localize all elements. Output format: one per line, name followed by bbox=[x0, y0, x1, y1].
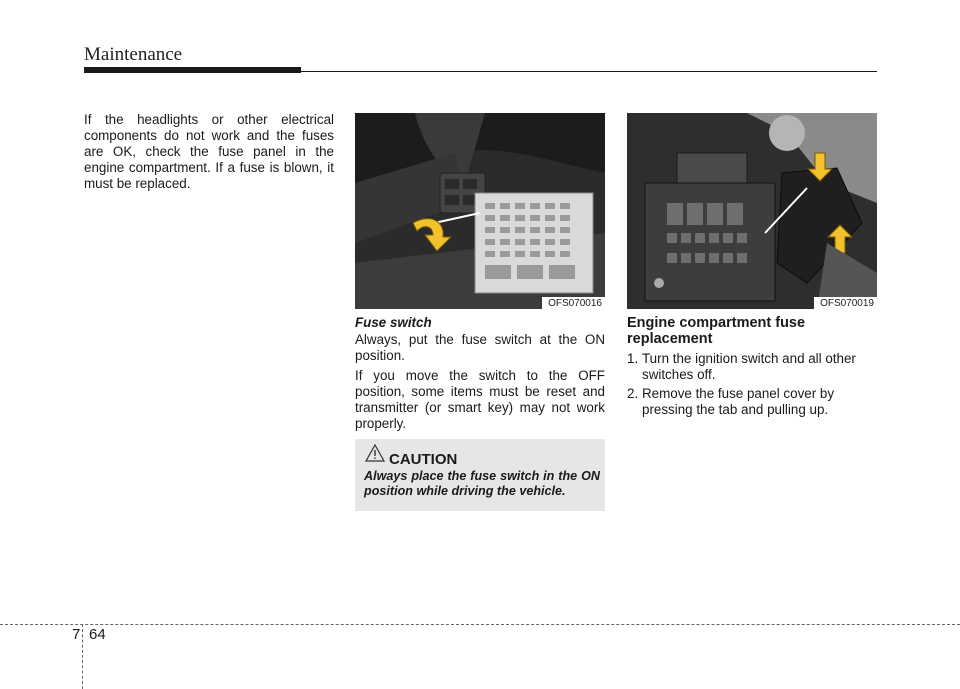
interior-fuse-panel-photo bbox=[355, 113, 605, 309]
footer-rule bbox=[0, 624, 960, 625]
list-item bbox=[627, 386, 877, 418]
caution-text: Always place the fuse switch in the ON position while driving the vehicle. bbox=[364, 469, 600, 498]
caution-box bbox=[355, 439, 605, 511]
fuse-switch-heading: Fuse switch bbox=[355, 315, 432, 330]
header-rule bbox=[301, 71, 877, 72]
engine-compartment-photo bbox=[627, 113, 877, 309]
step-number: 1. bbox=[627, 351, 639, 366]
step-text: Turn the ignition switch and all other switches off. bbox=[642, 351, 856, 382]
page-header-title: Maintenance bbox=[84, 44, 183, 65]
header-bar bbox=[84, 67, 301, 73]
fuse-switch-paragraph: If you move the switch to the OFF position, some items must be reset and transmitter (or smart key) may not work properly. bbox=[355, 368, 605, 431]
chapter-number: 7 bbox=[72, 626, 81, 643]
engine-fuse-steps bbox=[627, 351, 877, 421]
warning-triangle-icon bbox=[365, 444, 385, 462]
photo-code-label: OFS070019 bbox=[814, 297, 877, 309]
fuse-switch-paragraph: Always, put the fuse switch at the ON position. bbox=[355, 332, 605, 363]
step-number: 2. bbox=[627, 386, 639, 401]
engine-fuse-heading: Engine compartment fuse replacement bbox=[627, 315, 806, 347]
fuse-switch-body bbox=[355, 332, 605, 436]
caution-title: CAUTION bbox=[389, 451, 458, 468]
intro-paragraph: If the headlights or other electrical components do not work and the fuses are OK, check the fuse panel in the engine compartment. If a fuse is blown, it must be replaced. bbox=[84, 112, 334, 191]
step-text: Remove the fuse panel cover by pressing the tab and pulling up. bbox=[642, 386, 835, 417]
list-item bbox=[627, 351, 877, 383]
photo-code-label: OFS070016 bbox=[542, 297, 605, 309]
footer-divider bbox=[82, 624, 83, 689]
page-number: 64 bbox=[89, 626, 106, 643]
